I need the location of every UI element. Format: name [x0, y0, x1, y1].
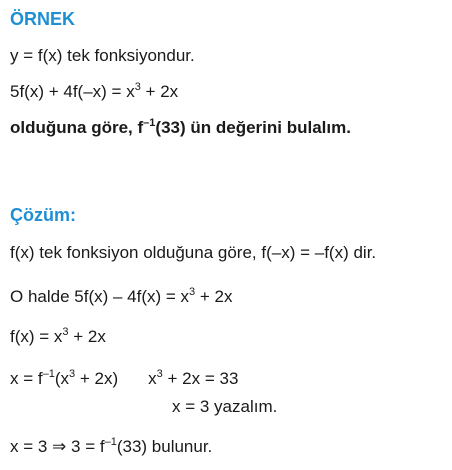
solution-line-1: f(x) tek fonksiyon olduğuna göre, f(–x) = –f(x) dir.: [10, 243, 377, 262]
solution-line-4: [10, 369, 238, 389]
solution-line-4-argument: (x: [54, 369, 70, 388]
solution-line-4-equation-exponent: 3: [156, 368, 163, 380]
solution-line-6: [10, 437, 212, 457]
example-line-1: y = f(x) tek fonksiyondur.: [10, 46, 195, 65]
solution-line-3: [10, 327, 106, 347]
example-line-3-rest: (33) ün değerini bulalım.: [155, 118, 351, 137]
solution-line-2-exponent: 3: [189, 286, 196, 298]
example-line-2-rest: + 2x: [140, 82, 179, 101]
solution-line-4-equation-text: x: [148, 369, 157, 388]
example-line-2: [10, 82, 178, 102]
solution-line-6-rest: (33) bulunur.: [116, 437, 213, 456]
solution-title: Çözüm:: [10, 205, 76, 225]
solution-line-5: x = 3 yazalım.: [172, 397, 278, 416]
solution-line-3-rest: + 2x: [68, 327, 106, 346]
example-line-2-text: 5f(x) + 4f(–x) = x: [10, 82, 135, 101]
solution-line-4-argument-rest: + 2x): [75, 369, 119, 388]
example-title: ÖRNEK: [10, 9, 76, 29]
solution-line-3-text: f(x) = x: [10, 327, 63, 346]
solution-line-4-equation-rest: + 2x = 33: [162, 369, 239, 388]
solution-line-2: [10, 287, 233, 307]
example-line-3: [10, 118, 351, 138]
solution-line-6-text: x = 3 ⇒ 3 = f: [10, 437, 105, 456]
solution-line-4-argument-exponent: 3: [69, 368, 76, 380]
solution-line-4-inverse-text: x = f: [10, 369, 43, 388]
solution-line-3-exponent: 3: [62, 326, 69, 338]
example-line-3-text: olduğuna göre, f: [10, 118, 144, 137]
solution-line-2-text: O halde 5f(x) – 4f(x) = x: [10, 287, 190, 306]
example-line-3-exponent: –1: [143, 117, 156, 129]
solution-line-4-inverse-exponent: –1: [42, 368, 55, 380]
solution-line-2-rest: + 2x: [195, 287, 233, 306]
solution-line-6-exponent: –1: [104, 436, 117, 448]
example-line-2-exponent: 3: [134, 81, 141, 93]
